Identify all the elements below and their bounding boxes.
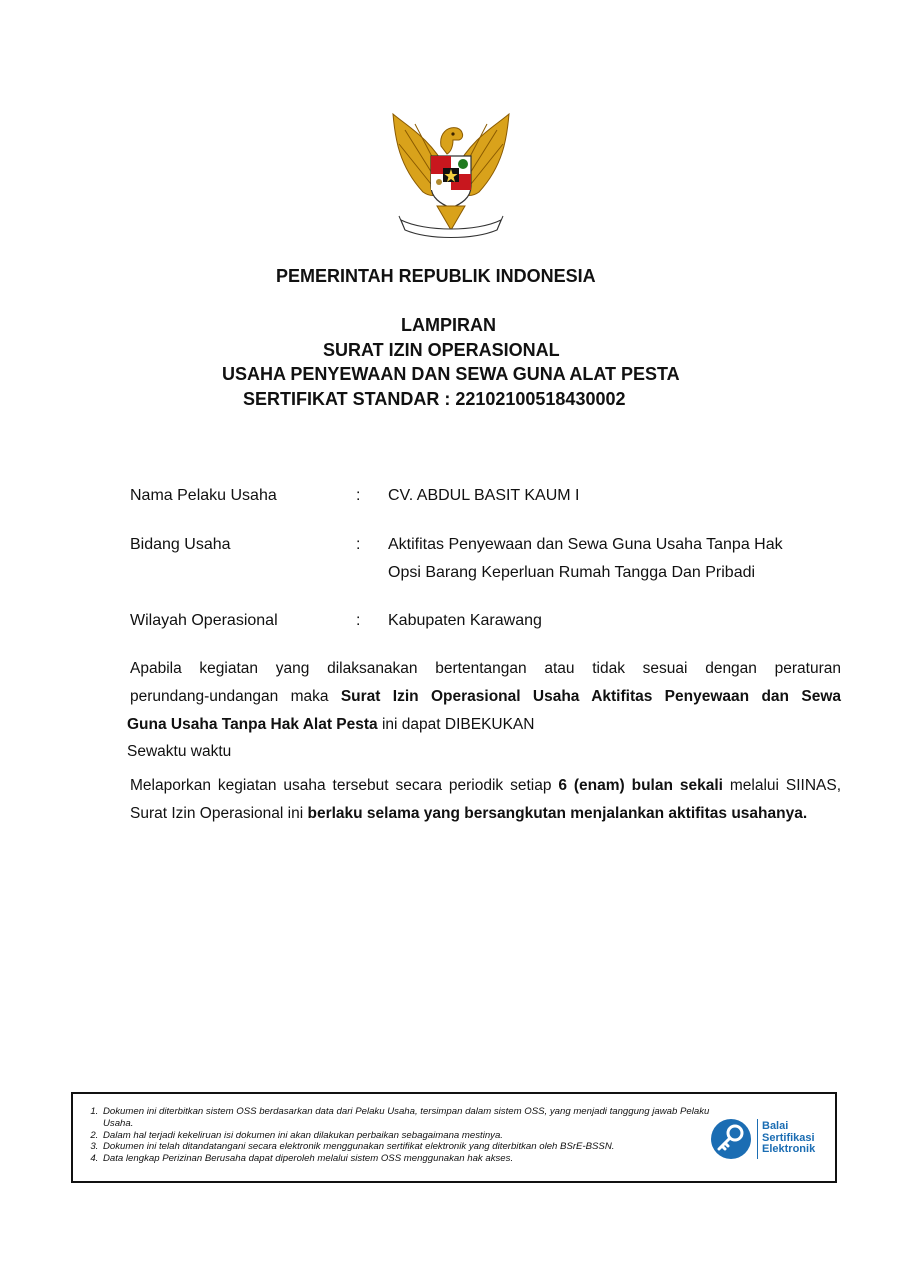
business-type-title: USAHA PENYEWAAN DAN SEWA GUNA ALAT PESTA: [222, 364, 680, 384]
bsre-logo: [709, 1115, 829, 1165]
paragraph2: Melaporkan kegiatan usaha tersebut secara periodik setiap 6 (enam) bulan sekali melalui SIINAS, Surat Izin Operasional ini berlaku selama yang bersangkutan menjalankan aktifitas usahanya.: [130, 777, 842, 822]
certificate-number: SERTIFIKAT STANDAR : 22102100518430002: [243, 389, 626, 409]
field-value-bidang-line2: Opsi Barang Keperluan Rumah Tangga Dan Pribadi: [388, 564, 756, 581]
bsre-divider: [757, 1119, 758, 1159]
government-title: PEMERINTAH REPUBLIK INDONESIA: [276, 266, 596, 286]
field-label-wilayah: Wilayah Operasional: [130, 612, 278, 629]
footer-notes-list: [87, 1106, 711, 1165]
document-title: SURAT IZIN OPERASIONAL: [323, 340, 560, 360]
field-colon: :: [356, 487, 361, 504]
paragraph1-line1: Apabila kegiatan yang dilaksanakan bertentangan atau tidak sesuai dengan peraturan: [130, 660, 841, 677]
paragraph1-line2: perundang-undangan maka Surat Izin Operasional Usaha Aktifitas Penyewaan dan Sewa: [130, 688, 841, 705]
bsre-logo-text: Balai Sertifikasi Elektronik: [762, 1120, 816, 1155]
footer-note: 2. Dalam hal terjadi kekeliruan isi dokumen ini akan dilakukan perbaikan sebagaimana mestinya.: [101, 1130, 711, 1142]
field-value-bidang-line1: Aktifitas Penyewaan dan Sewa Guna Usaha Tanpa Hak: [388, 536, 783, 553]
footer-note: 4. Data lengkap Perizinan Berusaha dapat diperoleh melalui sistem OSS menggunakan hak akses.: [101, 1153, 711, 1165]
field-colon: :: [356, 612, 361, 629]
paragraph1-line4: Sewaktu waktu: [127, 743, 232, 760]
paragraph1-line3: Guna Usaha Tanpa Hak Alat Pesta ini dapat DIBEKUKAN: [127, 716, 535, 733]
field-value-wilayah: Kabupaten Karawang: [388, 612, 542, 629]
bsre-key-icon: [709, 1117, 753, 1161]
lampiran-title: LAMPIRAN: [401, 315, 496, 335]
field-colon: :: [356, 536, 361, 553]
footer-notes-box: [71, 1092, 837, 1183]
garuda-emblem-icon: [385, 108, 517, 246]
footer-note: 1. Dokumen ini diterbitkan sistem OSS berdasarkan data dari Pelaku Usaha, tersimpan dalam sistem OSS, yang menjadi tanggung jawab Pelaku Usaha.: [101, 1106, 711, 1130]
field-value-nama: CV. ABDUL BASIT KAUM I: [388, 487, 580, 504]
footer-note: 3. Dokumen ini telah ditandatangani secara elektronik menggunakan sertifikat elektronik yang diterbitkan oleh BSrE-BSSN.: [101, 1141, 711, 1153]
field-label-bidang: Bidang Usaha: [130, 536, 231, 553]
field-label-nama: Nama Pelaku Usaha: [130, 487, 277, 504]
